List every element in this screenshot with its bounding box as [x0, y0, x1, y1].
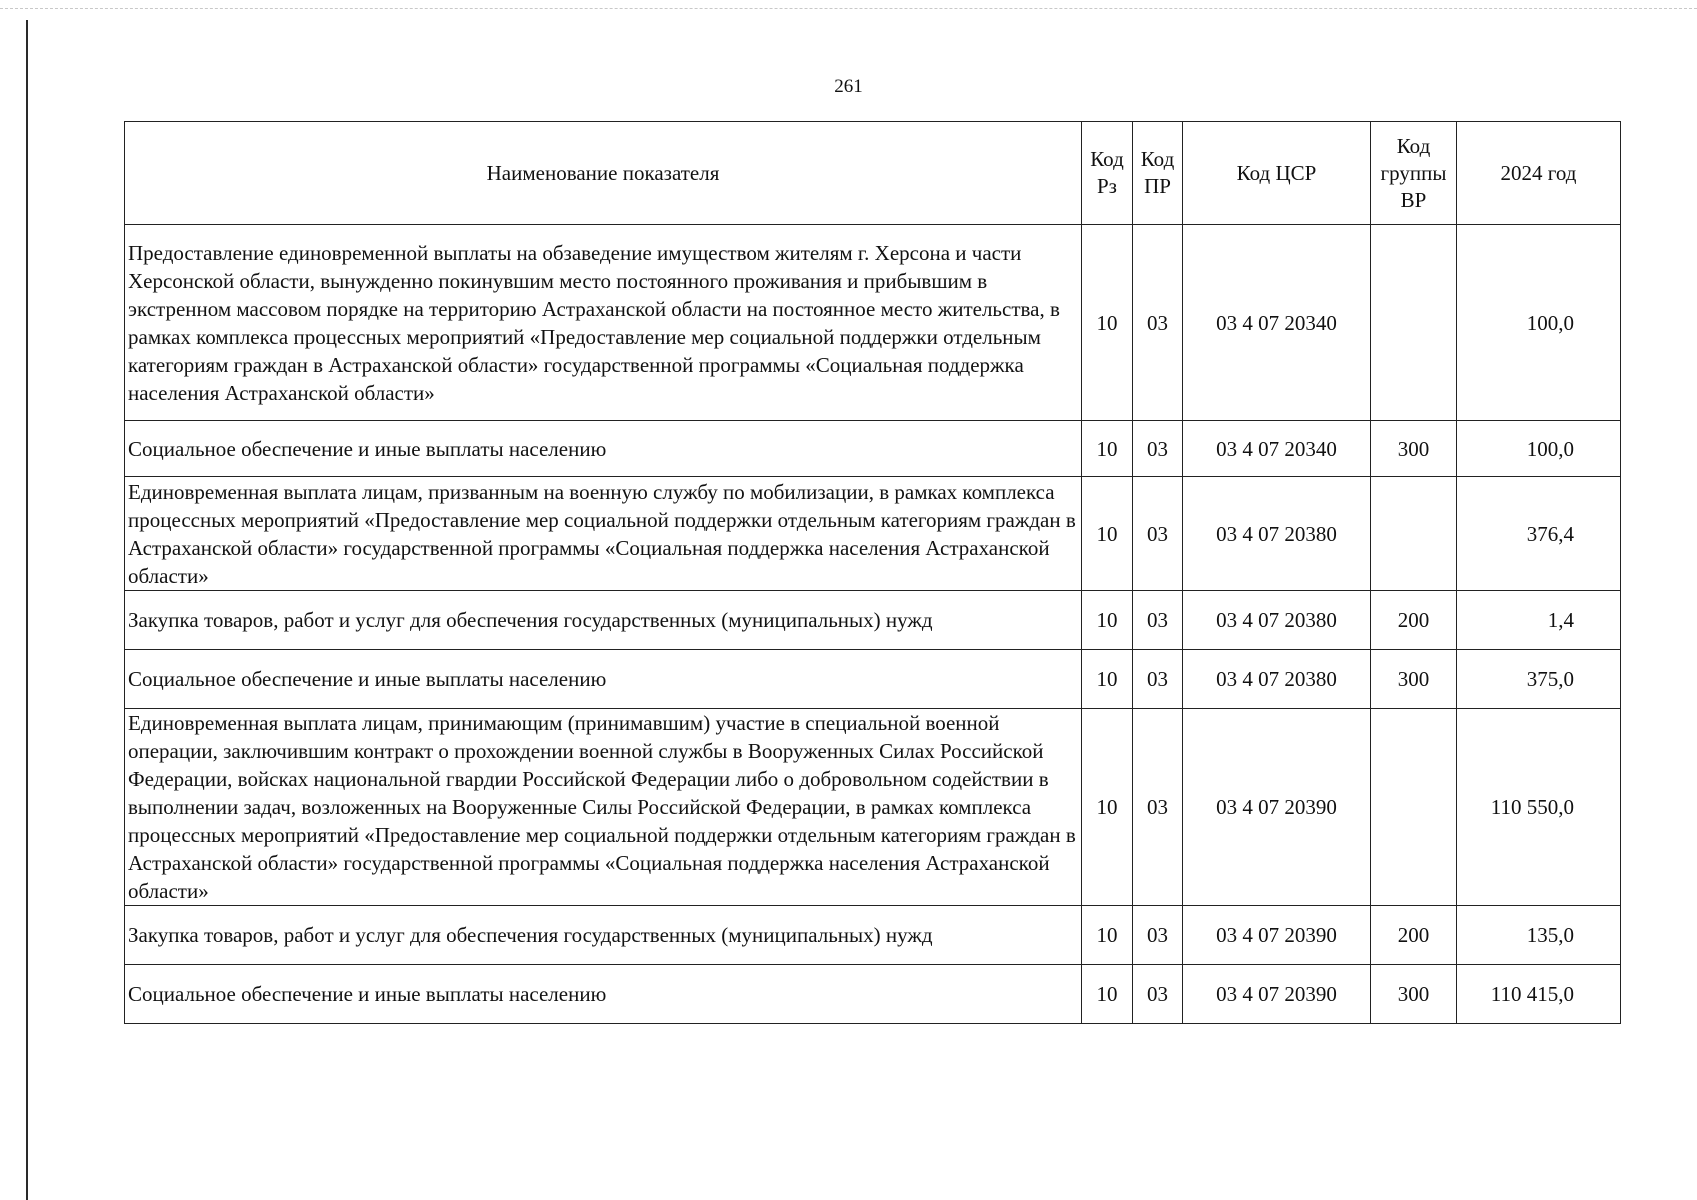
row-name: Социальное обеспечение и иные выплаты населению: [125, 421, 1082, 477]
row-vr: 300: [1371, 421, 1457, 477]
row-vr: [1371, 225, 1457, 421]
row-csr: 03 4 07 20380: [1183, 650, 1371, 709]
row-amount: 376,4: [1457, 477, 1621, 591]
row-pr: 03: [1133, 421, 1183, 477]
table-row: [125, 225, 1621, 421]
row-name: Единовременная выплата лицам, призванным на военную службу по мобилизации, в рамках комплекса процессных мероприятий «Предоставление мер социальной поддержки отдельным категориям граждан в Астраханской области» государственной программы «Социальная поддержка населения Астраханской области»: [125, 477, 1082, 591]
row-csr: 03 4 07 20390: [1183, 906, 1371, 965]
row-rz: 10: [1082, 906, 1133, 965]
row-amount: 135,0: [1457, 906, 1621, 965]
row-rz: 10: [1082, 225, 1133, 421]
table-row: [125, 421, 1621, 477]
row-csr: 03 4 07 20390: [1183, 709, 1371, 906]
row-pr: 03: [1133, 477, 1183, 591]
row-name: Закупка товаров, работ и услуг для обеспечения государственных (муниципальных) нужд: [125, 906, 1082, 965]
row-amount: 110 415,0: [1457, 965, 1621, 1024]
row-csr: 03 4 07 20340: [1183, 421, 1371, 477]
row-vr: 200: [1371, 591, 1457, 650]
row-csr: 03 4 07 20380: [1183, 591, 1371, 650]
table-row: [125, 477, 1621, 591]
row-rz: 10: [1082, 591, 1133, 650]
row-vr: [1371, 709, 1457, 906]
row-pr: 03: [1133, 650, 1183, 709]
row-name: Предоставление единовременной выплаты на обзаведение имуществом жителям г. Херсона и части Херсонской области, вынужденно покинувшим место постоянного проживания и прибывшим в экстренном массовом порядке на территорию Астраханской области на постоянное место жительства, в рамках комплекса процессных мероприятий «Предоставление мер социальной поддержки отдельным категориям граждан в Астраханской области» государственной программы «Социальная поддержка населения Астраханской области»: [125, 225, 1082, 421]
scan-left-edge: [26, 20, 28, 1200]
row-name: Социальное обеспечение и иные выплаты населению: [125, 965, 1082, 1024]
row-name: Социальное обеспечение и иные выплаты населению: [125, 650, 1082, 709]
row-rz: 10: [1082, 477, 1133, 591]
row-pr: 03: [1133, 709, 1183, 906]
row-amount: 1,4: [1457, 591, 1621, 650]
header-rz: Код Рз: [1082, 122, 1133, 225]
row-name: Единовременная выплата лицам, принимающим (принимавшим) участие в специальной военной операции, заключившим контракт о прохождении военной службы в Вооруженных Силах Российской Федерации, войсках национальной гвардии Российской Федерации либо о добровольном содействии в выполнении задач, возложенных на Вооруженные Силы Российской Федерации, в рамках комплекса процессных мероприятий «Предоставление мер социальной поддержки отдельным категориям граждан в Астраханской области» государственной программы «Социальная поддержка населения Астраханской области»: [125, 709, 1082, 906]
row-name: Закупка товаров, работ и услуг для обеспечения государственных (муниципальных) нужд: [125, 591, 1082, 650]
scan-top-edge: [0, 8, 1697, 10]
row-pr: 03: [1133, 591, 1183, 650]
header-vr: Код группы ВР: [1371, 122, 1457, 225]
row-csr: 03 4 07 20340: [1183, 225, 1371, 421]
row-rz: 10: [1082, 650, 1133, 709]
page-number: 261: [834, 76, 863, 97]
row-vr: [1371, 477, 1457, 591]
row-pr: 03: [1133, 965, 1183, 1024]
row-vr: 300: [1371, 650, 1457, 709]
row-pr: 03: [1133, 906, 1183, 965]
budget-table: [124, 121, 1621, 1024]
header-year: 2024 год: [1457, 122, 1621, 225]
table-row: [125, 709, 1621, 906]
table-header-row: [125, 122, 1621, 225]
row-rz: 10: [1082, 965, 1133, 1024]
row-csr: 03 4 07 20380: [1183, 477, 1371, 591]
row-pr: 03: [1133, 225, 1183, 421]
header-pr: Код ПР: [1133, 122, 1183, 225]
row-amount: 100,0: [1457, 225, 1621, 421]
table-row: [125, 591, 1621, 650]
row-vr: 200: [1371, 906, 1457, 965]
row-rz: 10: [1082, 709, 1133, 906]
table-row: [125, 906, 1621, 965]
table-row: [125, 650, 1621, 709]
row-amount: 100,0: [1457, 421, 1621, 477]
row-csr: 03 4 07 20390: [1183, 965, 1371, 1024]
row-rz: 10: [1082, 421, 1133, 477]
table-row: [125, 965, 1621, 1024]
row-amount: 110 550,0: [1457, 709, 1621, 906]
header-name: Наименование показателя: [125, 122, 1082, 225]
row-amount: 375,0: [1457, 650, 1621, 709]
header-csr: Код ЦСР: [1183, 122, 1371, 225]
row-vr: 300: [1371, 965, 1457, 1024]
